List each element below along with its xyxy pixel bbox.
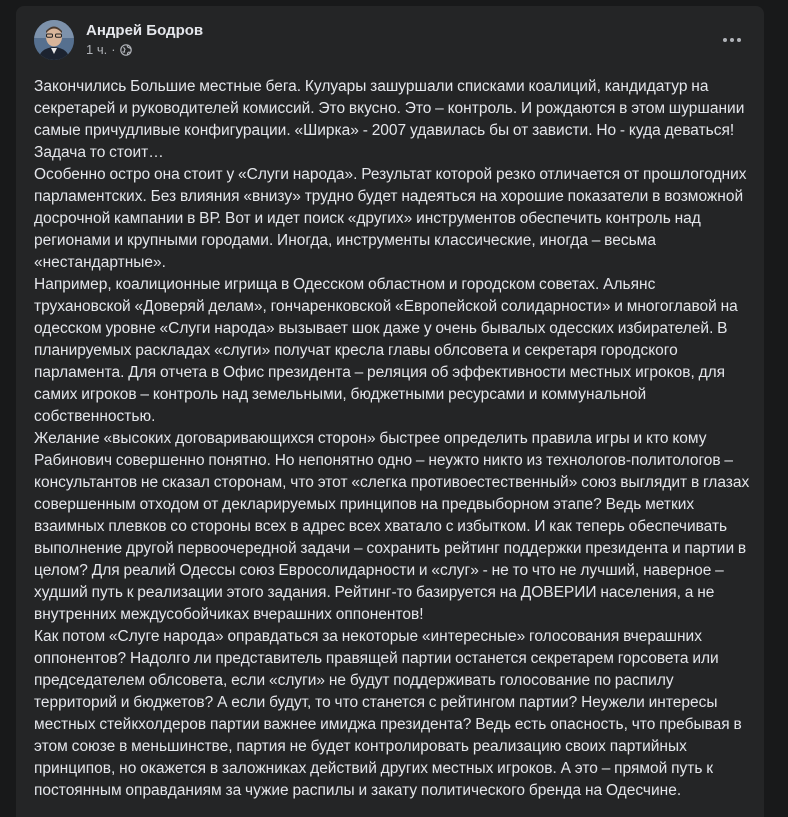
post-paragraph: Закончились Большие местные бега. Кулуары зашуршали списками коалиций, кандидатур на секретарей и руководителей комиссий. Это вкусно. Это – контроль. И рождаются в этом шуршании самые причудливые конфигурации. «Ширка» - 2007 удавилась бы от зависти. Но - куда деваться! Задача то стоит… <box>34 78 745 161</box>
author-name[interactable]: Андрей Бодров <box>86 22 204 39</box>
post-paragraph: Например, коалиционные игрища в Одесском областном и городском советах. Альянс трухановской «Доверяй делам», гончаренковской «Европейской солидарности» и многоглавой на одесском уровне «Слуги народа» вызывает шок даже у очень бывалых одесских избирателей. В планируемых раскладах «слуги» получат кресла главы облсовета и секретаря городского парламента. Для отчета в Офис президента – реляция об эффективности местных игроков, для самих игроков – контроль над земельными, бюджетными ресурсами и коммунальной собственностью. <box>34 276 738 425</box>
post-card <box>16 6 764 817</box>
meta-separator: · <box>111 42 116 57</box>
post-paragraph: Особенно остро она стоит у «Слуги народа». Результат которой резко отличается от прошлогодних парламентских. Без влияния «внизу» трудно будет надеяться на хорошие показатели в возможной досрочной кампании в ВР. Вот и идет поиск «других» инструментов обеспечить контроль над регионами и крупными городами. Иногда, инструменты классические, иногда – весьма «нестандартные». <box>34 166 747 271</box>
more-options-icon[interactable] <box>714 22 750 58</box>
post-header <box>16 6 764 66</box>
post-text <box>34 76 750 802</box>
post-paragraph: Как потом «Слуге народа» оправдаться за некоторые «интересные» голосования вчерашних оппонентов? Надолго ли представитель правящей партии останется секретарем горсовета или председателем облсовета, если «слуги» не будут поддерживать голосование по распилу территорий и бюджетов? А если будут, то что станется с рейтингом партии? Неужели интересы местных стейкхолдеров партии важнее имиджа президента? Ведь есть опасность, что пребывая в этом союзе в меньшинстве, партия не будет контролировать реализацию своих партийных принципов, но окажется в заложниках действий других местных игроков. А это – прямой путь к постоянным оправданиям за чужие распилы и закату политического бренда на Одесчине. <box>34 628 742 799</box>
avatar-photo <box>34 20 74 60</box>
post-meta <box>86 42 132 58</box>
globe-icon[interactable] <box>120 44 132 56</box>
post-time[interactable]: 1 ч. <box>86 42 108 57</box>
post-paragraph: Желание «высоких договаривающихся сторон» быстрее определить правила игры и кто кому Рабинович совершенно понятно. Но непонятно одно – неужто никто из технологов-политологов –консультантов не сказал сторонам, что этот «слегка противоестественный» союз выглядит в глазах совершенным отходом от декларируемых принципов на предвыборном этапе? Ведь метких взаимных плевков со стороны всех в адрес всех хватало с избытком. И как теперь обеспечивать выполнение другой первоочередной задачи – сохранить рейтинг поддержки президента и партии в целом? Для реалий Одессы союз Евросолидарности и «слуг» - не то что не лучший, наверное – худший путь к реализации этого задания. Рейтинг-то базируется на ДОВЕРИИ населения, а не внутренних междусобойчиках вчерашних оппонентов! <box>34 430 750 623</box>
author-avatar[interactable] <box>34 20 74 60</box>
